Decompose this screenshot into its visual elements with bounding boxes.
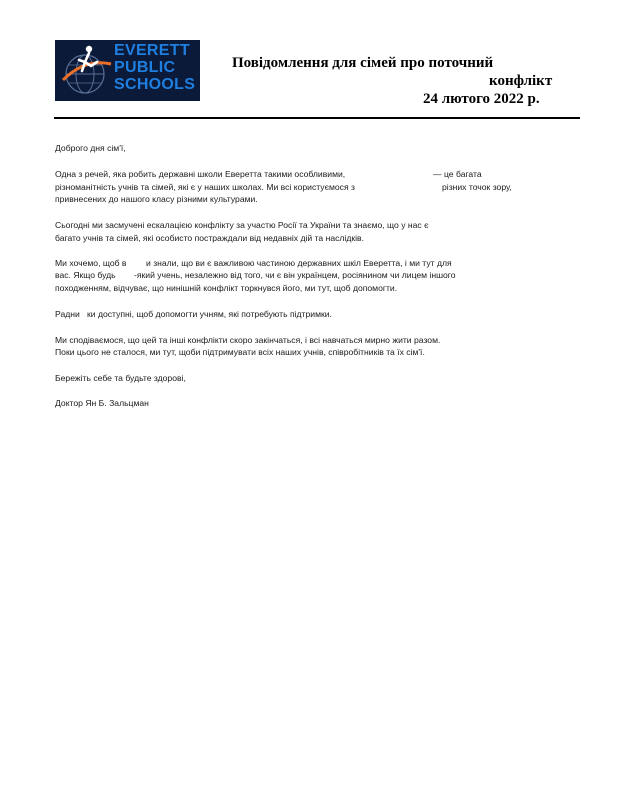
greeting: Доброго дня сім'ї,	[55, 143, 126, 153]
page-title-line1: Повідомлення для сімей про поточний	[232, 55, 494, 71]
paragraph-5-line-2: Поки цього не сталося, ми тут, щоби підтримувати всіх наших учнів, співробітників та їх сім'ї.	[55, 347, 425, 357]
closing: Бережіть себе та будьте здорові,	[55, 373, 186, 383]
paragraph-3-line-3: походженням, відчуває, що нинішній конфлікт торкнувся його, ми тут, щоб допомогти.	[55, 283, 398, 293]
logo-text-line1: EVERETT	[114, 42, 190, 59]
logo-text-line2: PUBLIC	[114, 59, 176, 76]
paragraph-3-line-2b: -який учень, незалежно від того, чи є він українцем, росіянином чи лицем іншого	[134, 270, 456, 280]
paragraph-1-line-1a: Одна з речей, яка робить державні школи Еверетта такими особливими,	[55, 169, 346, 179]
paragraph-3-line-1a: Ми хочемо, щоб в	[55, 258, 127, 268]
paragraph-3-line-1b: и знали, що ви є важливою частиною державних шкіл Еверетта, і ми тут для	[146, 258, 452, 268]
paragraph-1-line-2a: різноманітність учнів та сімей, які є у наших школах. Ми всі користуємося з	[55, 182, 355, 192]
paragraph-4-line-1b: ки доступні, щоб допомогти учням, які потребують підтримки.	[87, 309, 332, 319]
paragraph-1-line-2b: різних точок зору,	[442, 182, 512, 192]
globe-runner-icon	[55, 40, 115, 101]
logo-text-line3: SCHOOLS	[114, 76, 196, 93]
paragraph-2-line-2: багато учнів та сімей, які особисто постраждали від недавніх дій та наслідків.	[55, 233, 364, 243]
paragraph-1-line-3: привнесених до нашого класу різними культурами.	[55, 194, 258, 204]
paragraph-2-line-1: Сьогодні ми засмучені ескалацією конфлікту за участю Росії та України та знаємо, що у нас є	[55, 220, 429, 230]
page-title-line2: конфлікт	[489, 73, 553, 89]
everett-public-schools-logo	[55, 40, 200, 101]
paragraph-3-line-2a: вас. Якщо будь	[55, 270, 116, 280]
header-divider	[54, 117, 580, 119]
paragraph-4-line-1a: Радни	[55, 309, 80, 319]
signature: Доктор Ян Б. Зальцман	[55, 398, 149, 408]
letter-date: 24 лютого 2022 р.	[423, 91, 540, 107]
paragraph-1-line-1b: — це багата	[433, 169, 482, 179]
paragraph-5-line-1: Ми сподіваємося, що цей та інші конфлікти скоро закінчаться, і всі навчаться мирно жити разом.	[55, 335, 441, 345]
